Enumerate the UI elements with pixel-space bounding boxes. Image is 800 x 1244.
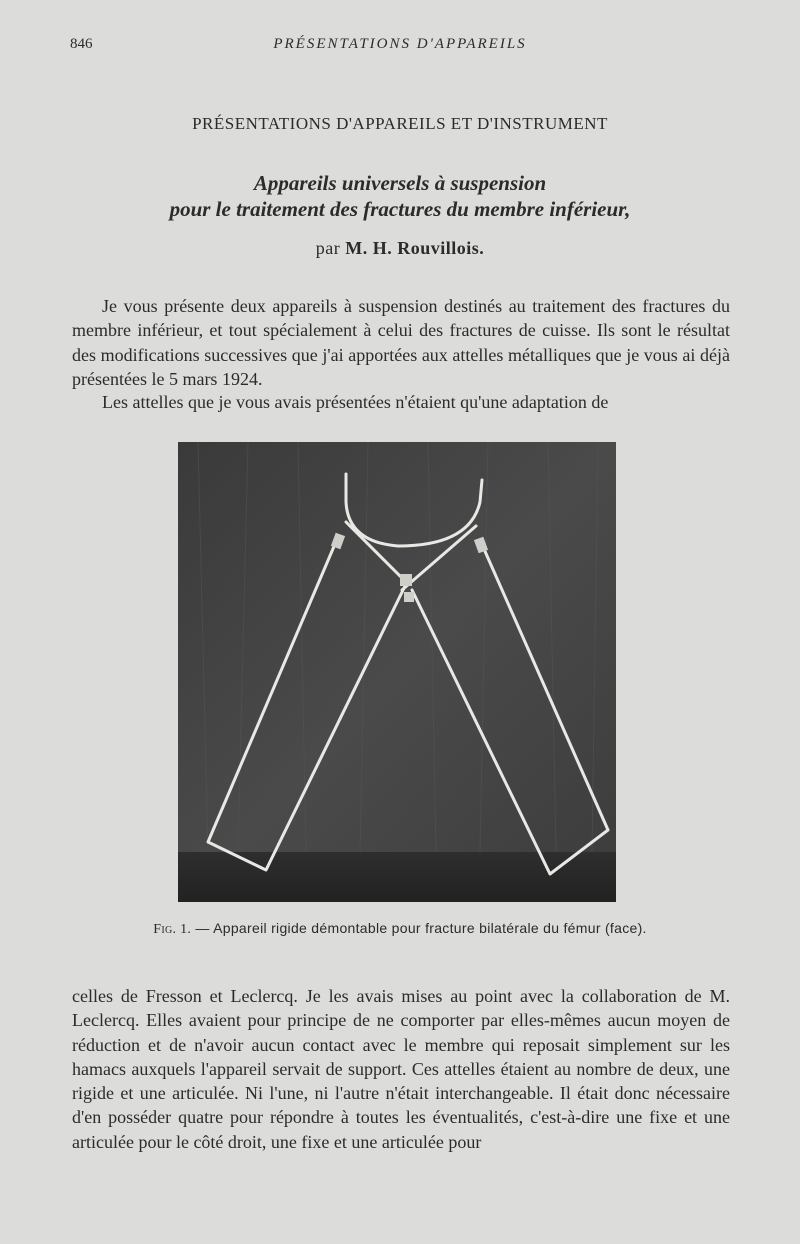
paragraph-2: Les attelles que je vous avais présentées n'étaient qu'une adaptation de [102,392,609,412]
article-title-line-2: pour le traitement des fractures du membre inférieur, [169,197,631,221]
figure-photo [178,442,616,902]
paragraph-1: Je vous présente deux appareils à suspension destinés au traitement des fractures du membre inférieur, et tout spécialement à celui des fractures de cuisse. Ils sont le résultat des modifications successives que j'ai apportées aux attelles métalliques que je vous ai déjà présentées le 5 mars 1924. [72,296,730,389]
article-title [0,170,800,222]
page-number: 846 [70,36,93,52]
running-head [0,36,800,58]
figure-caption [0,920,800,938]
article-title-line-1: Appareils universels à suspension [253,171,547,195]
figure-caption-text: — Appareil rigide démontable pour fracture bilatérale du fémur (face). [195,920,647,936]
section-heading: PRÉSENTATIONS D'APPAREILS ET D'INSTRUMENT [192,114,608,133]
running-title: PRÉSENTATIONS D'APPAREILS [273,36,527,52]
splint-apparatus-photo [178,442,616,902]
backdrop-cloth [178,442,616,902]
paragraph-3: celles de Fresson et Leclercq. Je les avais mises au point avec la collaboration de M. Leclercq. Elles avaient pour principe de ne comporter par elles-mêmes aucun moyen de réduction et de n'avoir aucun contact avec le membre qui reposait simplement sur les hamacs auxquels l'appareil servait de support. Ces attelles étaient au nombre de deux, une rigide et une articulée. Ni l'une, ni l'autre n'était interchangeable. Il était donc nécessaire d'en posséder quatre pour répondre à toutes les éventualités, c'est-à-dire une fixe et une articulée pour le côté droit, une fixe et une articulée pour [72,986,730,1152]
byline-prefix: par [315,238,341,258]
figure-label: Fig. 1. [153,922,192,937]
author-name: M. H. Rouvillois. [345,238,485,258]
byline [0,238,800,259]
